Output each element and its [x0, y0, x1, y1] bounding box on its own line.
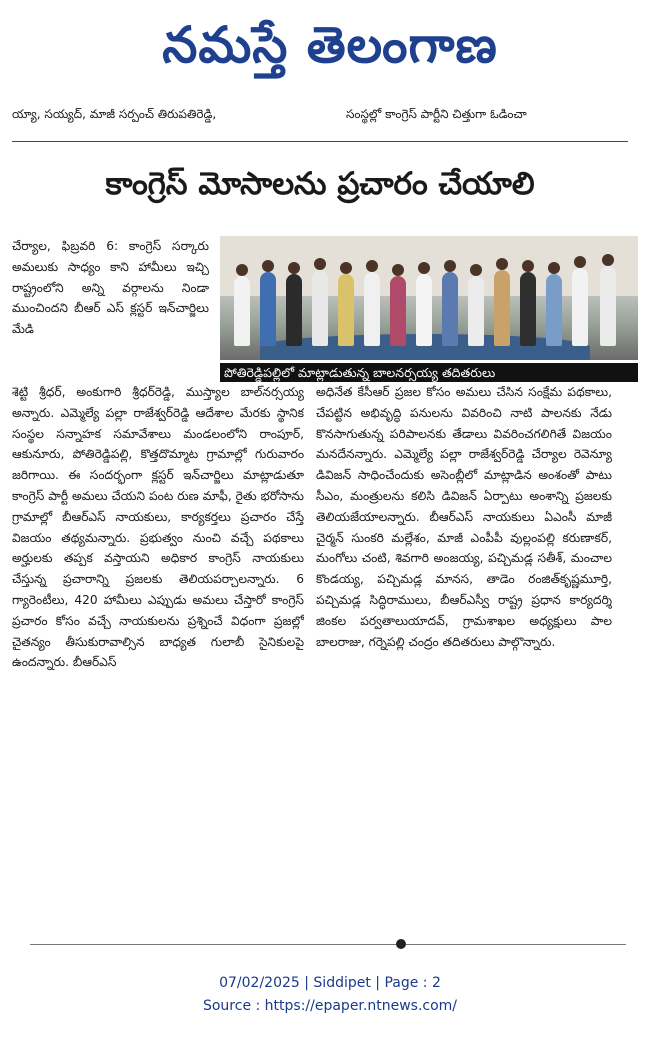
divider-top — [12, 141, 628, 142]
photo-person — [260, 272, 276, 346]
photo-person — [600, 266, 616, 346]
ticker-right-text: సంస్థల్లో కాంగ్రెస్‌ పార్టీని చిత్తుగా ఓడించా — [346, 107, 527, 121]
divider-bottom — [30, 944, 626, 945]
article-headline: కాంగ్రెస్‌ మోసాలను ప్రచారం చేయాలి — [105, 166, 535, 202]
photo-person — [416, 274, 432, 346]
photo-person — [312, 270, 328, 346]
ticker-left-text: య్యా, సయ్యద్‌, మాజీ సర్పంచ్‌ తిరుపతిరెడ్డి, — [12, 107, 217, 121]
photo-person — [364, 272, 380, 346]
divider-dot — [396, 939, 406, 949]
footer-source: Source : https://epaper.ntnews.com/ — [202, 998, 458, 1014]
photo-person — [572, 268, 588, 346]
footer-dateline: 07/02/2025 | Siddipet | Page : 2 — [219, 975, 441, 991]
ticker-strip — [12, 103, 652, 125]
photo-person — [546, 274, 562, 346]
photo-person — [494, 270, 510, 346]
article-column-left-top: చేర్యాల, ఫిబ్రవరి 6: కాంగ్రెస్‌ సర్కారు అమలుకు సాధ్యం కాని హామీలు ఇచ్చి రాష్ట్రంలోని అన్ని వర్గాలను నిండా ముంచిందని బీఆర్‌ ఎస్‌ క్లస్టర్‌ ఇన్‌చార్జిలు మేడి — [12, 239, 209, 337]
photo-person — [520, 272, 536, 346]
photo-person — [442, 272, 458, 346]
photo-person — [234, 276, 250, 346]
photo-caption: పోతిరెడ్డిపల్లిలో మాట్లాడుతున్న బాలనర్సయ్య తదితరులు — [220, 363, 638, 382]
masthead-title: నమస్తే తెలంగాణ — [162, 16, 498, 74]
photo-person — [468, 276, 484, 346]
article-photo — [220, 236, 638, 360]
masthead — [0, 2, 660, 88]
photo-person — [338, 274, 354, 346]
article-column-right: అధినేత కేసీఆర్‌ ప్రజల కోసం అమలు చేసిన సంక్షేమ పథకాలు, చేపట్టిన అభివృద్ధి పనులను వివరించి నాటి పాలనకు నేడు కొనసాగుతున్న పరిపాలనకు తేడాలు వివరించగలిగితే విజయం మనదేనన్నారు. ఎమ్మెల్యే పల్లా రాజేశ్వర్‌రెడ్డి చేర్యాల రెవెన్యూ డివిజన్‌ సాధించేందుకు అసెంబ్లీలో మాట్లాడిన అంశంతో పాటు సీఎం, మంత్రులను కలిసి డివిజన్‌ ఏర్పాటు అంశాన్ని ప్రజలకు తెలియజేయాలన్నారు. బీఆర్‌ఎస్‌ నాయకులు ఏఎంసీ మాజీ చైర్మన్‌ సుంకరి మల్లేశం, మాజీ ఎంపీపీ వుల్లంపల్లి కరుణాకర్‌, మంగోలు చంటి, శివగారి అంజయ్య, పచ్చిమడ్ల సతీశ్‌, మంచాల కొండయ్య, పచ్చిమడ్ల మానస, తాడెం రంజిత్‌కృష్ణమూర్తి, పచ్చిమడ్ల సిద్ధిరాములు, బీఆర్‌ఎస్వీ రాష్ట్ర ప్రధాన కార్యదర్శి జింకల పర్వతాలుయాదవ్‌, గ్రామశాఖల అధ్యక్షులు పాల బాలరాజు, గర్నెపల్లి చంద్రం తదితరులు పాల్గొన్నారు. — [316, 385, 612, 649]
article-column-left-bottom: శెట్టి శ్రీధర్‌, అంకుగారి శ్రీధర్‌రెడ్డి, ముస్త్యాల బాల్‌నర్సయ్య అన్నారు. ఎమ్మెల్యే పల్లా రాజేశ్వర్‌రెడ్డి ఆదేశాల మేరకు స్థానిక సంస్థల సన్నాహక సమావేశాలు మండలంలోని రాంపూర్‌, ఆకునూరు, పోతిరెడ్డిపల్లి, కొత్తదొమ్మాట గ్రామాల్లో గురువారం జరిగాయి. ఈ సందర్భంగా క్లస్టర్‌ ఇన్‌చార్జిలు మాట్లాడుతూ కాంగ్రెస్‌ పార్టీ అమలు చేయని పంట రుణ మాఫీ, రైతు భరోసాను గ్రామాల్లో బీఆర్‌ఎస్‌ నాయకులు, కార్యకర్తలు ప్రచారం చేస్తే విజయం తథ్యమన్నారు. ప్రభుత్వం నుంచి వచ్చే పథకాలు అర్హులకు తప్పక వస్తాయని అధికార కాంగ్రెస్‌ నాయకులు చేస్తున్న ప్రచారాన్ని ప్రజలకు తెలియపర్చాలన్నారు. 6 గ్యారెంటీలు, 420 హామీలు ఎప్పుడు అమలు చేస్తారో కాంగ్రెస్‌ ప్రచారం కోసం వచ్చే నాయకులను ప్రశ్నించే విధంగా ప్రజల్లో చైతన్యం తీసుకురావాల్సిన బాధ్యత గులాబీ సైనికులపై ఉందన్నారు. బీఆర్‌ఎస్‌ — [12, 385, 304, 670]
photo-person — [286, 274, 302, 346]
photo-person — [390, 276, 406, 346]
